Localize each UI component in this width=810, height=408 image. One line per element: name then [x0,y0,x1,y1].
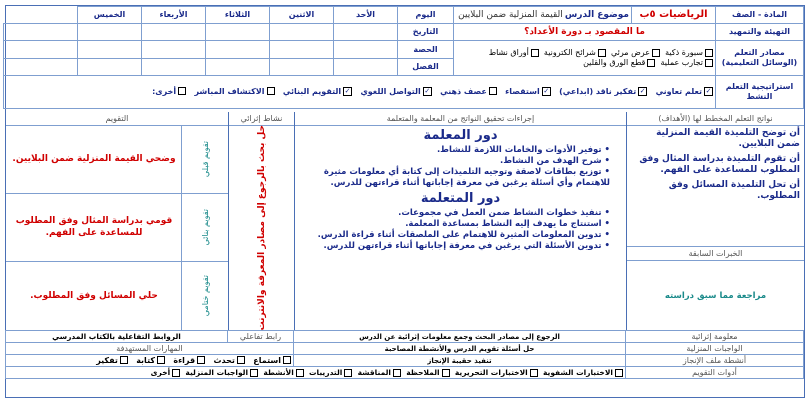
skill-listening[interactable]: استماع [253,356,291,365]
resource-experiments[interactable]: تجارب عملية [660,58,713,67]
strategy-list [4,75,716,108]
skill-thinking[interactable]: تفكير [96,356,128,365]
strategy-label: استراتيجية التعلم النشط [716,75,804,108]
tool-discussion[interactable]: المناقشة [358,368,401,377]
checkbox-icon [442,369,450,377]
class-label: الفصل [398,58,454,75]
checkbox-icon [267,87,275,95]
student-point: • تدوين الأسئلة التي يرغبن في معرفة إجاباتها أثناء قراءتهن للدرس. [323,241,610,251]
student-role-title: دور المتعلمة [420,191,501,206]
evaluation-text: حلي المسائل وفق المطلوب. [30,290,158,301]
prior-knowledge-label: الخبرات السابقة [627,247,804,261]
checkbox-icon [705,49,713,57]
day-sunday: الأحد [334,7,398,24]
checkbox-icon [172,369,180,377]
checkbox-icon [705,59,713,67]
checkbox-icon [531,49,539,57]
tool-homework[interactable]: الواجبات المنزلية [185,368,258,377]
checkmark-icon: ✓ [344,86,351,95]
day-thursday: الخميس [78,7,142,24]
checkbox-icon [157,356,165,364]
checkbox-icon [283,356,291,364]
student-point: • تنفيذ خطوات النشاط ضمن العمل في مجموعات. [398,208,610,218]
homework-label: الواجبات المنزلية [626,343,804,355]
resource-slides[interactable]: شرائح الكترونية [544,48,606,57]
footer-table [5,330,804,379]
evaluation-column [6,112,228,330]
evaluation-text: وضحي القيمة المنزلية ضمن البلايين. [12,154,176,164]
day-wednesday: الأربعاء [142,7,206,24]
interactive-link-value[interactable]: الروابط التفاعلية بالكتاب المدرسي [6,331,228,343]
strategy-cooperative[interactable]: ✓تعلم تعاوني [655,86,712,96]
skills-label: المهارات المستهدفة [6,343,294,355]
period-cell-3[interactable] [206,41,270,58]
class-cell-2[interactable] [270,58,334,75]
strategy-verbal[interactable]: ✓التواصل اللغوي [360,86,431,96]
subject-value: الرياضيات ٥ب [632,7,716,24]
date-cell-3[interactable] [206,24,270,41]
class-cell-6[interactable] [4,58,78,75]
date-cell-5[interactable] [78,24,142,41]
checkbox-icon [598,49,606,57]
lesson-topic-value [454,7,632,24]
lesson-body [6,112,804,330]
lesson-topic-label-inline: موضوع الدرس [564,10,629,21]
evaluation-row-pre [6,125,228,194]
tool-observation[interactable]: الملاحظة [406,368,449,377]
lesson-footer [6,330,804,379]
day-tuesday: الثلاثاء [206,7,270,24]
date-label: التاريخ [398,24,454,41]
checkmark-icon: ✓ [543,86,550,95]
intro-value: ما المقصود بـ دورة الأعداد؟ [454,24,716,41]
date-cell-4[interactable] [142,24,206,41]
enrich-info-value: الرجوع إلى مصادر البحث وجمع معلومات إثرائية عن الدرس [294,331,626,343]
student-points [295,208,626,252]
checkmark-icon: ✓ [639,86,646,95]
checkbox-icon [344,369,352,377]
teacher-point: • توفير الأدوات والخامات اللازمة للنشاط. [436,145,610,155]
checkbox-icon [652,49,660,57]
checkmark-icon: ✓ [705,86,712,95]
strategy-other[interactable]: أخرى: [152,87,186,96]
enrich-info-label: معلومة إثرائية [626,331,804,343]
teacher-point: • شرح الهدف من النشاط. [500,156,610,166]
objective-item: أن تحل التلميذة المسائل وفق المطلوب. [668,180,800,201]
tool-other[interactable]: أخرى [151,368,181,377]
objectives-head: نواتج التعلم المخطط لها (الأهداف) [627,112,804,126]
skill-reading[interactable]: قراءة [173,356,205,365]
period-cell-5[interactable] [78,41,142,58]
evaluation-head: التقويم [6,112,228,126]
intro-label: التهيئة والتمهيد [716,24,804,41]
evaluation-text: قومي بدراسة المثال وفق المطلوب للمساعدة على الفهم. [15,216,173,238]
objectives-column [626,112,804,330]
interactive-link-label: رابط تفاعلي [228,331,294,343]
lesson-header-table [3,6,804,109]
tool-exercises[interactable]: التدريبات [309,368,352,377]
resources-list [454,41,716,75]
checkmark-icon: ✓ [424,86,431,95]
objectives-list [627,126,804,247]
resource-video[interactable]: عرض مرئي [611,48,660,57]
evaluation-row-summative [6,261,228,330]
period-cell-4[interactable] [142,41,206,58]
evaluation-label: تقويم بنائي [200,208,210,246]
class-cell-4[interactable] [142,58,206,75]
checkbox-icon [120,356,128,364]
resource-smartboard[interactable]: سبورة ذكية [665,48,713,57]
strategy-discovery[interactable]: الاكتشاف المباشر [194,87,274,96]
date-cell-1[interactable] [334,24,398,41]
strategy-inquiry[interactable]: ✓استقصاء [505,86,550,96]
evaluation-row-formative [6,193,228,262]
resource-worksheets[interactable]: أوراق نشاط [489,48,539,57]
tool-activities[interactable]: الأنشطة [263,368,303,377]
skills-list [6,355,294,367]
strategy-critical-thinking[interactable]: ✓تفكير ناقد (ابداعي) [559,86,646,96]
strategy-formative[interactable]: ✓التقويم البنائي [282,86,351,96]
date-cell-2[interactable] [270,24,334,41]
tools-list [6,367,626,379]
strategy-brainstorm[interactable]: عصف ذهني [440,87,497,96]
checkbox-icon [250,369,258,377]
prior-knowledge-value: مراجعة مما سبق دراسته [664,291,767,301]
lesson-topic-text: القيمة المنزلية ضمن البلايين [458,10,563,21]
checkbox-icon [615,369,623,377]
student-point: • استنتاج ما يهدف إليه النشاط بمساعدة المعلمة. [405,219,610,229]
checkbox-icon [237,356,245,364]
date-cell-6[interactable] [4,24,78,41]
checkbox-icon [178,87,186,95]
checkbox-icon [489,87,497,95]
lesson-plan-sheet [5,5,805,398]
period-label: الحصة [398,41,454,58]
subject-label: المادة - الصف [716,7,804,24]
checkbox-icon [393,369,401,377]
tool-oral[interactable]: الاختبارات الشفوية [543,368,623,377]
checkbox-icon [647,59,655,67]
day-label: اليوم [398,7,454,24]
teacher-role-title: دور المعلمة [423,128,498,143]
activities-label: أنشطة ملف الإنجاز [626,355,804,367]
period-cell-1[interactable] [334,41,398,58]
objective-item: أن تقوم التلميذة بدراسة المثال وفق المطلوب للمساعدة على الفهم. [639,154,800,175]
enrichment-column [228,112,294,330]
class-cell-3[interactable] [206,58,270,75]
class-cell-1[interactable] [334,58,398,75]
period-cell-2[interactable] [270,41,334,58]
skill-speaking[interactable]: تحدث [213,356,244,365]
enrichment-head: نشاط إثرائي [229,112,294,126]
procedures-head: إجراءات تحقيق النواتج من المعلمة والمتعلمة [295,112,626,126]
checkbox-icon [296,369,304,377]
skill-writing[interactable]: كتابة [136,356,165,365]
objective-item: أن توضح التلميذة القيمة المنزلية ضمن البلايين. [656,128,800,149]
student-point: • تدوين المعلومات المثيرة للاهتمام على الملصقات أثناء قراءة الدرس. [317,230,610,240]
resources-label: مصادر التعلم (الوسائل التعليمية) [716,41,804,75]
evaluation-label: تقويم قبلي [200,140,210,178]
period-cell-6[interactable] [4,41,78,58]
evaluation-label: تقويم ختامي [200,274,210,317]
teacher-points [295,145,626,189]
checkbox-icon [530,369,538,377]
class-cell-5[interactable] [78,58,142,75]
checkbox-icon [197,356,205,364]
enrichment-value: حل بحث بالرجوع إلى مصادر المعرفة والانترنت [256,124,267,331]
procedures-column [294,112,626,330]
activities-value: تنفيذ حقيبة الإنجاز [294,355,626,367]
tools-label: أدوات التقويم [626,367,804,379]
resource-paper-pens[interactable]: قطع الورق والقلين [583,58,655,67]
teacher-point: • توزيع بطاقات لاصقة وتوجيه التلميذات إلى كتابة أي معلومات مثيرة للاهتمام وأي أسئلة يرغبن في معرفة إجاباتها أثناء قراءتهن للدرس. [323,167,610,188]
day-monday: الاثنين [270,7,334,24]
homework-value: حل أسئلة تقويم الدرس والأنشطة المصاحبة [294,343,626,355]
tool-written[interactable]: الاختبارات التحريرية [455,368,538,377]
